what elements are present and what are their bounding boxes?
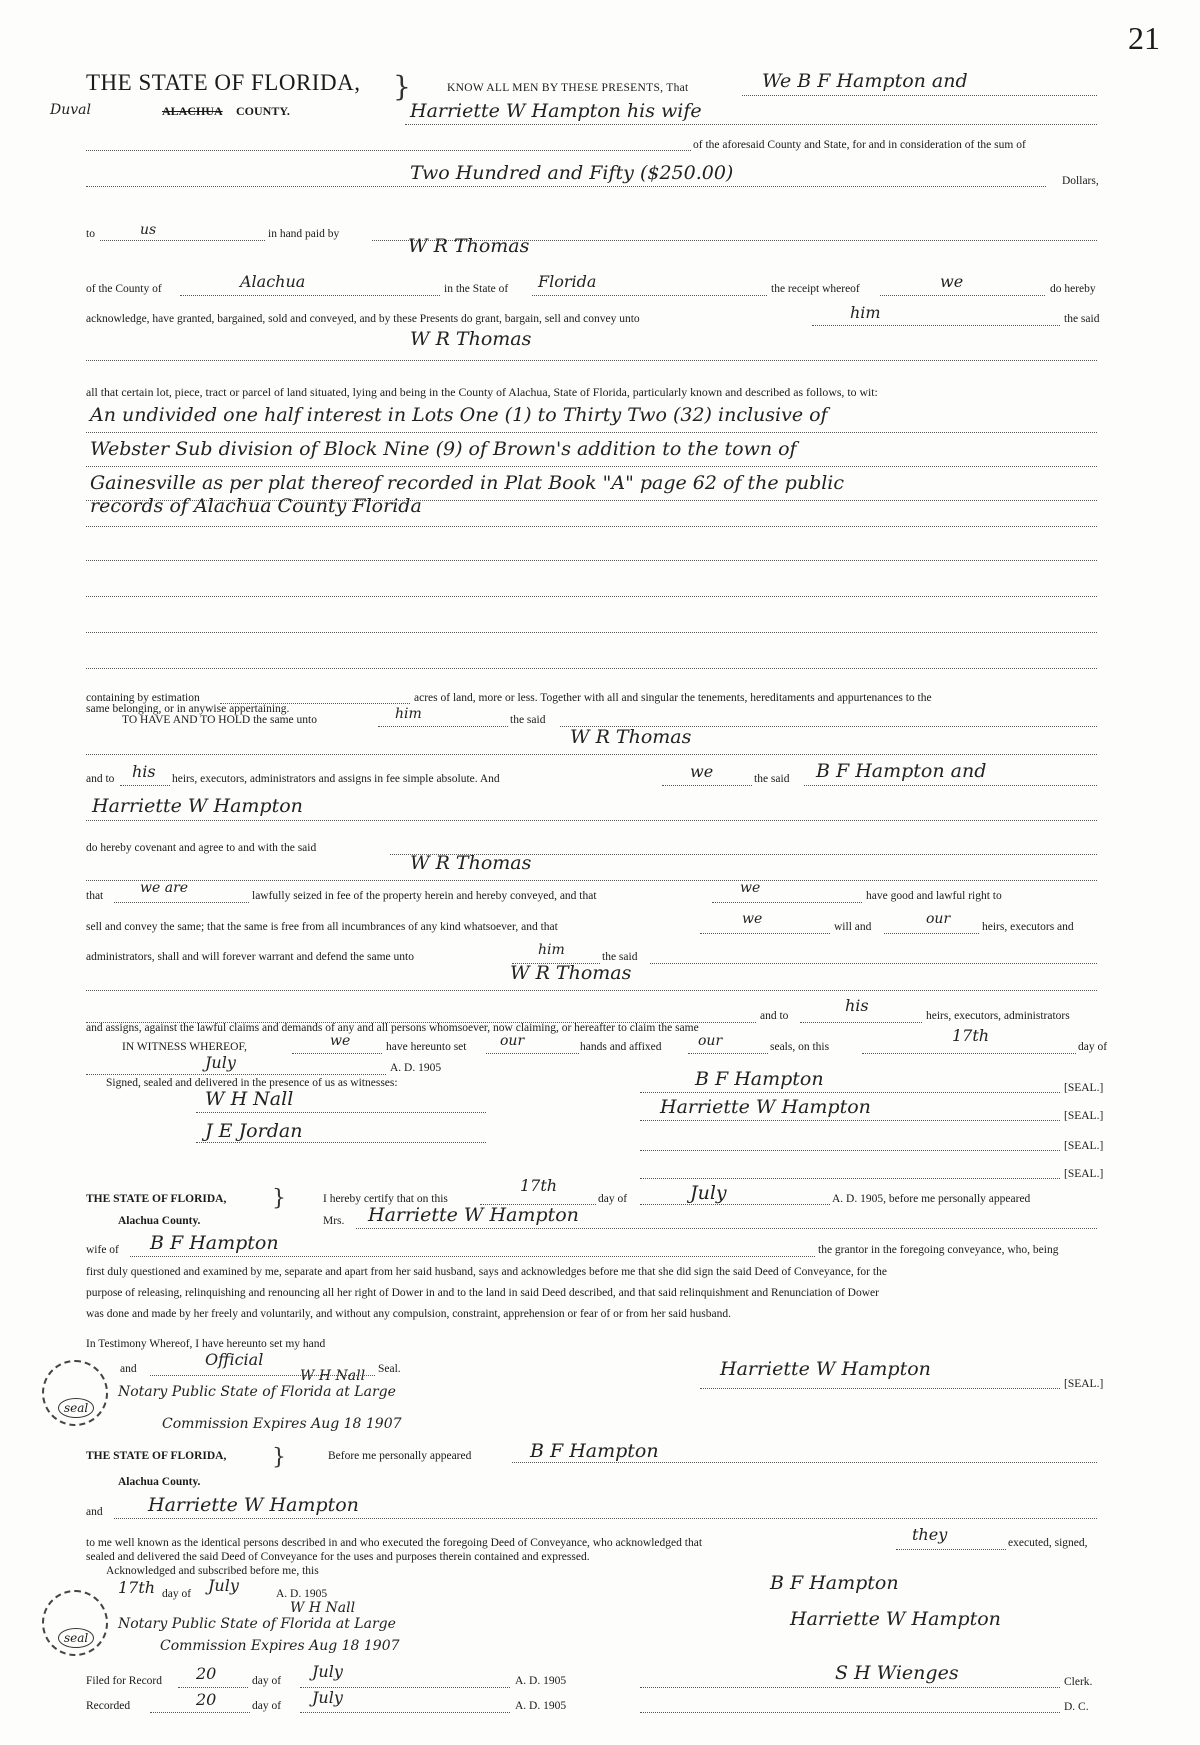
grantor-line-1: We B F Hampton and: [762, 70, 968, 92]
commission-1: Commission Expires Aug 18 1907: [162, 1416, 402, 1432]
witness-month: July: [205, 1053, 236, 1072]
in-state-of: in the State of: [444, 283, 509, 295]
state-title: THE STATE OF FLORIDA,: [86, 70, 361, 95]
brace-icon: }: [272, 1186, 286, 1211]
ack2-day: 17th: [118, 1578, 156, 1597]
ack2-ad: A. D. 1905: [276, 1588, 328, 1600]
will-and: will and: [834, 921, 872, 933]
ack1-para-1: first duly questioned and examined by me, separate and apart from her said husband, says and acknowledges before me that she did sign the said Deed of Conveyance, for the: [86, 1266, 887, 1278]
and-to-2: and to: [760, 1010, 789, 1022]
notary-signature-2: W H Nall: [290, 1600, 356, 1616]
administrators-text: administrators, shall and will forever warrant and defend the same unto: [86, 951, 414, 963]
dollars-text: Dollars,: [1062, 175, 1099, 187]
receipt-value: we: [940, 272, 964, 291]
grantee-4: W R Thomas: [510, 962, 632, 984]
ack2-state: THE STATE OF FLORIDA,: [86, 1450, 227, 1462]
ack1-ad: A. D. 1905, before me personally appeared: [832, 1193, 1031, 1205]
page-number: 21: [1128, 20, 1160, 56]
state-value: Florida: [538, 272, 597, 291]
grantee-3: W R Thomas: [410, 852, 532, 874]
ack2-line-3: Acknowledged and subscribed before me, this: [106, 1565, 319, 1577]
wife-signature: Harriette W Hampton: [720, 1358, 931, 1380]
grantor-b: Harriette W Hampton: [92, 795, 303, 817]
notary-seal-stamp-2: seal: [42, 1590, 108, 1656]
acknowledge-text: acknowledge, have granted, bargained, sold and conveyed, and by these Presents do grant, bargain, sell and convey unto: [86, 313, 640, 325]
ack1-para-3: was done and made by her freely and voluntarily, and without any compulsion, constraint, apprehension or fear of or from her said husband.: [86, 1308, 731, 1320]
set-value: our: [500, 1033, 525, 1049]
affixed-value: our: [698, 1033, 723, 1049]
before-me-text: Before me personally appeared: [328, 1450, 472, 1462]
ack1-month: July: [690, 1182, 727, 1204]
ack1-certify: I hereby certify that on this: [323, 1193, 448, 1205]
heirs-exec-2: heirs, executors and: [982, 921, 1074, 933]
ack1-mrs-value: Harriette W Hampton: [368, 1204, 579, 1226]
ack1-day-of: day of: [598, 1193, 628, 1205]
ack2-month: July: [208, 1576, 239, 1595]
commission-2: Commission Expires Aug 18 1907: [160, 1638, 400, 1654]
and-text-2: and: [86, 1506, 103, 1518]
ack1-mrs: Mrs.: [323, 1215, 345, 1227]
filed-day: 20: [196, 1664, 217, 1683]
of-county: of the County of: [86, 283, 162, 295]
ack2-line-1-value: they: [912, 1525, 948, 1544]
receipt-whereof: the receipt whereof: [771, 283, 860, 295]
ack2-line-1: to me well known as the identical persons described in and who executed the foregoing Deed of Conveyance, who acknowledged that: [86, 1537, 703, 1549]
county-label: COUNTY.: [236, 104, 290, 118]
and-value: we: [690, 762, 714, 781]
filed-month: July: [312, 1662, 343, 1681]
witness-1: W H Nall: [205, 1088, 294, 1110]
county-struck: ALACHUA: [162, 104, 223, 118]
and-to-value: his: [132, 762, 156, 781]
signed-sealed: Signed, sealed and delivered in the presence of us as witnesses:: [106, 1077, 398, 1089]
sell-convey-text: sell and convey the same; that the same is free from all incumbrances of any kind whatsoever, and that: [86, 921, 558, 933]
seal-5: [SEAL.]: [1064, 1378, 1104, 1390]
notary-seal-stamp-1: seal: [42, 1360, 108, 1426]
have-hereunto: have hereunto set: [386, 1041, 467, 1053]
grantor-a: B F Hampton and: [816, 760, 987, 782]
grantor-line-2: Harriette W Hampton his wife: [410, 100, 702, 122]
ack1-state: THE STATE OF FLORIDA,: [86, 1193, 227, 1205]
know-all-men: KNOW ALL MEN BY THESE PRESENTS, That: [447, 82, 689, 94]
recorded-month: July: [312, 1688, 343, 1707]
notary-title-1: Notary Public State of Florida at Large: [118, 1384, 396, 1400]
to-value: us: [140, 222, 157, 238]
description-line-4: records of Alachua County Florida: [90, 495, 422, 517]
day-of: day of: [1078, 1041, 1108, 1053]
ack1-para-2: purpose of releasing, relinquishing and renouncing all her right of Dower in and to the land in said Deed described, and that said relinquishment and Renunciation of Dower: [86, 1287, 879, 1299]
ack2-line-1-end: executed, signed,: [1008, 1537, 1088, 1549]
ack2-line-2: sealed and delivered the said Deed of Conveyance for the uses and purposes therein contained and expressed.: [86, 1551, 590, 1563]
will-value: our: [926, 911, 951, 927]
recorded-ad: A. D. 1905: [515, 1700, 567, 1712]
grantee: W R Thomas: [410, 328, 532, 350]
the-said-4: the said: [602, 951, 638, 963]
acres-text: acres of land, more or less. Together with all and singular the tenements, hereditaments and appurtenances to the: [414, 692, 932, 704]
the-said-2: the said: [510, 714, 546, 726]
payer: W R Thomas: [408, 235, 530, 257]
seals-on-this: seals, on this: [770, 1041, 830, 1053]
county-handwritten: Duval: [50, 102, 91, 118]
witness-text: IN WITNESS WHEREOF,: [122, 1041, 247, 1053]
ack1-day: 17th: [520, 1176, 558, 1195]
seal-word: Seal.: [378, 1363, 401, 1375]
have-good: have good and lawful right to: [866, 890, 1002, 902]
seal-2: [SEAL.]: [1064, 1110, 1104, 1122]
filed-day-of: day of: [252, 1675, 282, 1687]
heirs-exec-3: heirs, executors, administrators: [926, 1010, 1070, 1022]
to-have-text: TO HAVE AND TO HOLD the same unto: [122, 714, 317, 726]
witness-value: we: [330, 1033, 351, 1049]
in-hand-paid: in hand paid by: [268, 228, 340, 240]
the-said: the said: [1064, 313, 1100, 325]
recorded-text: Recorded: [86, 1700, 131, 1712]
clerk-label: Clerk.: [1064, 1676, 1093, 1688]
do-hereby: do hereby: [1050, 283, 1096, 295]
that-text: that: [86, 890, 104, 902]
and-assigns: and assigns, against the lawful claims and demands of any and all persons whomsoever, now claiming, or hereafter to claim the same: [86, 1022, 699, 1034]
filed-text: Filed for Record: [86, 1675, 163, 1687]
lawfully-value: we: [740, 880, 761, 896]
heirs-exec-text: heirs, executors, administrators and assigns in fee simple absolute. And: [172, 773, 500, 785]
ack2-signature-1: B F Hampton: [770, 1572, 899, 1594]
recorded-day: 20: [196, 1690, 217, 1709]
ack2-day-of: day of: [162, 1588, 192, 1600]
containing-text: containing by estimation: [86, 692, 200, 704]
seal-3: [SEAL.]: [1064, 1140, 1104, 1152]
person-1: B F Hampton: [530, 1440, 659, 1462]
description-line-3: Gainesville as per plat thereof recorded in Plat Book "A" page 62 of the public: [90, 472, 845, 494]
hands-affixed: hands and affixed: [580, 1041, 662, 1053]
acknowledge-value: him: [850, 303, 881, 322]
husband: B F Hampton: [150, 1232, 279, 1254]
official-text: Official: [205, 1350, 264, 1369]
amount: Two Hundred and Fifty ($250.00): [410, 162, 734, 184]
ack1-county: Alachua County.: [118, 1215, 201, 1227]
testimony-text: In Testimony Whereof, I have hereunto set my hand: [86, 1338, 326, 1350]
ad-year: A. D. 1905: [390, 1062, 442, 1074]
notary-signature-1: W H Nall: [300, 1368, 366, 1384]
description-line-1: An undivided one half interest in Lots One (1) to Thirty Two (32) inclusive of: [90, 404, 828, 426]
seal-1: [SEAL.]: [1064, 1082, 1104, 1094]
recorded-day-of: day of: [252, 1700, 282, 1712]
witness-day: 17th: [952, 1026, 990, 1045]
that-value: we are: [140, 880, 189, 896]
dc-label: D. C.: [1064, 1701, 1089, 1713]
to-text: to: [86, 228, 95, 240]
ack2-county: Alachua County.: [118, 1476, 201, 1488]
covenant-text: do hereby covenant and agree to and with the said: [86, 842, 317, 854]
brace-icon: }: [272, 1445, 286, 1470]
county-value: Alachua: [240, 272, 306, 291]
witness-2: J E Jordan: [205, 1120, 303, 1142]
seal-4: [SEAL.]: [1064, 1168, 1104, 1180]
grantee-2: W R Thomas: [570, 726, 692, 748]
grantor-text: the grantor in the foregoing conveyance, who, being: [818, 1244, 1059, 1256]
notary-title-2: Notary Public State of Florida at Large: [118, 1616, 396, 1632]
the-said-3: the said: [754, 773, 790, 785]
lawfully-text: lawfully seized in fee of the property herein and hereby conveyed, and that: [252, 890, 597, 902]
signature-1: B F Hampton: [695, 1068, 824, 1090]
signature-2: Harriette W Hampton: [660, 1096, 871, 1118]
same-belonging: same belonging, or in anywise appertaining.: [86, 703, 290, 715]
person-2: Harriette W Hampton: [148, 1494, 359, 1516]
aforesaid-text: of the aforesaid County and State, for and in consideration of the sum of: [693, 139, 1026, 151]
ack2-signature-2: Harriette W Hampton: [790, 1608, 1001, 1630]
and-to-text: and to: [86, 773, 115, 785]
to-have-value: him: [395, 706, 422, 722]
and-to-2-value: his: [845, 996, 869, 1015]
all-that-text: all that certain lot, piece, tract or parcel of land situated, lying and being in the County of Alachua, State of Florida, particularly known and described as follows, to wit:: [86, 385, 878, 399]
sell-value: we: [742, 911, 763, 927]
filed-ad: A. D. 1905: [515, 1675, 567, 1687]
and-text: and: [120, 1363, 137, 1375]
admin-value: him: [538, 942, 565, 958]
brace-icon: }: [393, 70, 411, 103]
description-line-2: Webster Sub division of Block Nine (9) of Brown's addition to the town of: [90, 438, 797, 460]
clerk-signature: S H Wienges: [835, 1662, 959, 1684]
wife-of-text: wife of: [86, 1244, 119, 1256]
